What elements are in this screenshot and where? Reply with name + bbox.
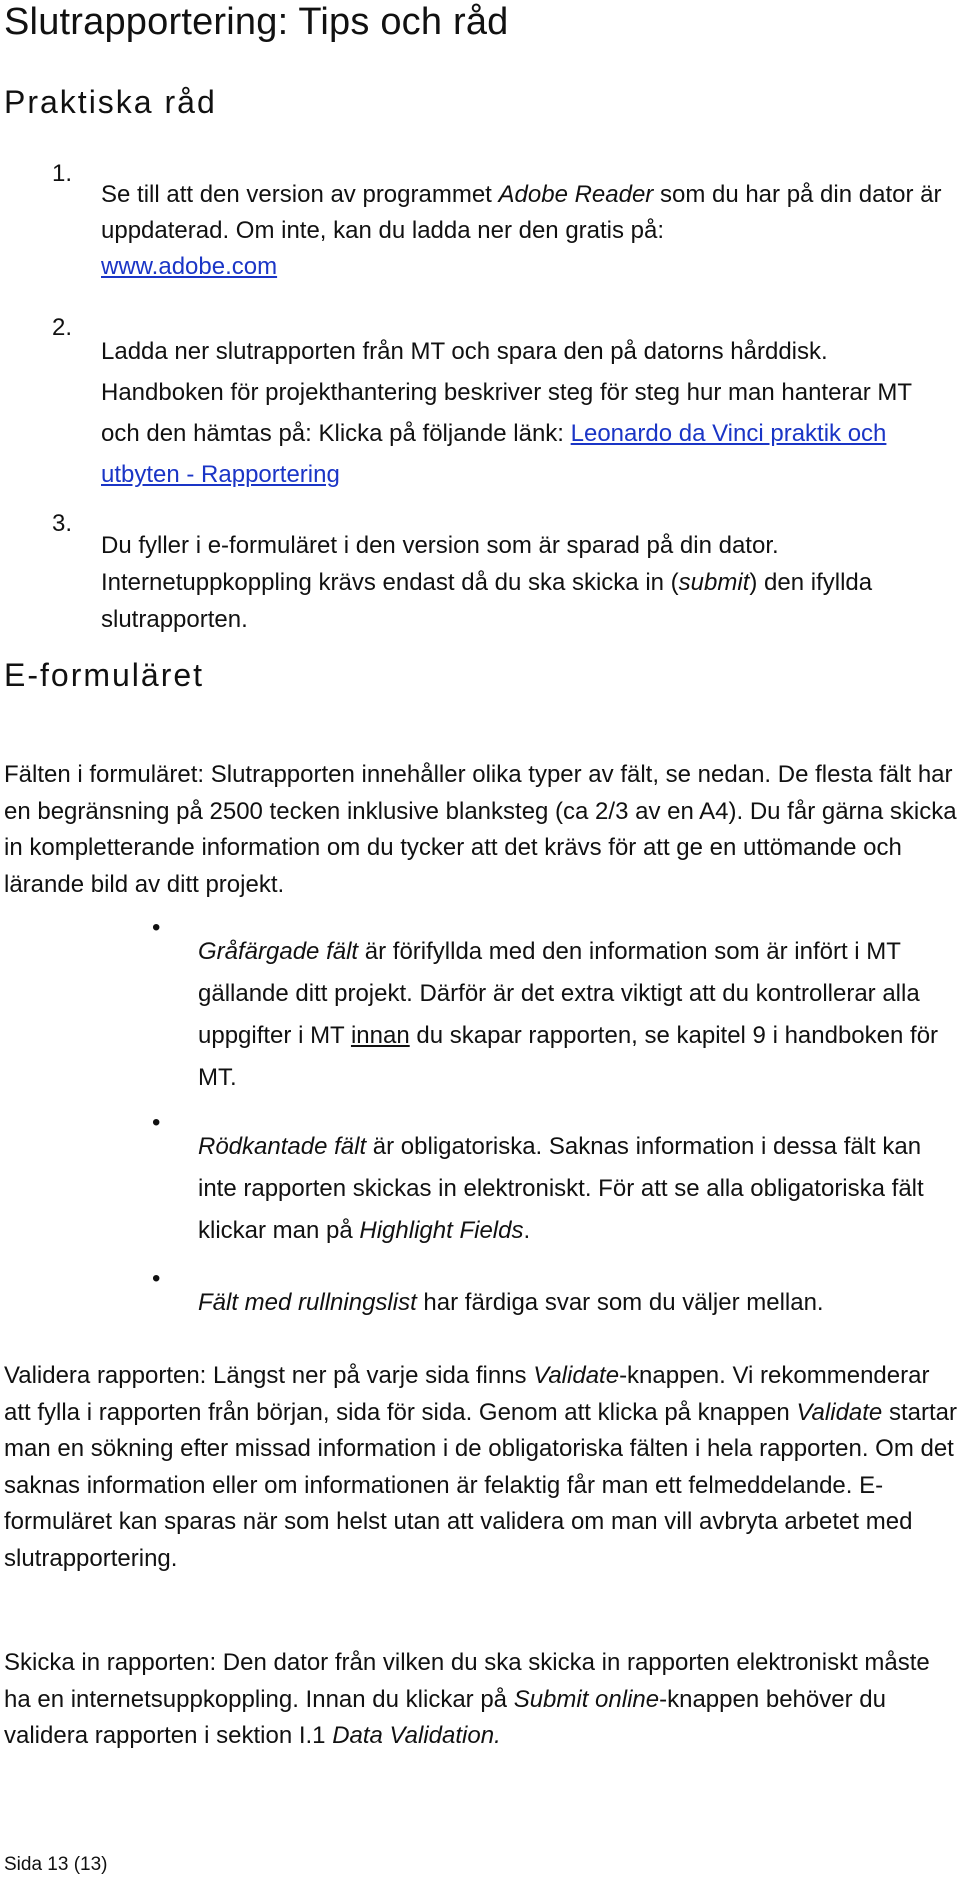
- list-item-1: [101, 177, 951, 285]
- validate-emphasis-b: Validate: [796, 1398, 883, 1426]
- bullet-2-text-b: .: [523, 1217, 531, 1244]
- list-item-3: [101, 527, 921, 638]
- list-item-1-text-a: Se till att den version av programmet: [101, 181, 499, 208]
- bullet-item-2: [198, 1126, 958, 1252]
- bullet-icon: •: [152, 1265, 161, 1292]
- page-title: Slutrapportering: Tips och råd: [4, 1, 509, 43]
- list-item-2-text: Ladda ner slutrapporten från MT och spara den på datorns hårddisk. Handboken för projekthantering beskriver steg för steg hur man hanterar MT och den hämtas på: Klicka på följande länk:: [101, 338, 912, 447]
- list-number-3: 3.: [52, 510, 73, 537]
- bullet-icon: •: [152, 914, 161, 941]
- validate-emphasis-a: Validate: [533, 1362, 620, 1389]
- list-number-1: 1.: [52, 160, 73, 187]
- bullet-icon: •: [152, 1109, 161, 1136]
- submit-emphasis-a: Submit online: [513, 1685, 660, 1713]
- submit-text-a: Skicka in rapporten: Den dator från vilken du ska skicka in rapporten elektroniskt måste ha en internetsuppkoppling. Innan du klickar på: [4, 1649, 930, 1713]
- rapportering-link[interactable]: Leonardo da Vinci praktik och utbyten - Rapportering: [101, 420, 887, 488]
- adobe-link[interactable]: www.adobe.com: [101, 253, 278, 280]
- bullet-2-emphasis-b: Highlight Fields: [359, 1217, 524, 1244]
- submit-paragraph: [4, 1645, 960, 1755]
- list-item-1-text-b: som du har på din dator är uppdaterad. Om inte, kan du ladda ner den gratis på:: [101, 181, 942, 244]
- intro-paragraph: Fälten i formuläret: Slutrapporten innehåller olika typer av fält, se nedan. De flesta fält har en begränsning på 2500 tecken inklusive blanksteg (ca 2/3 av en A4). Du får gärna skicka in kompletterande information om du tycker att det krävs för att ge en uttömande och lärande bild av ditt projekt.: [4, 761, 957, 898]
- list-item-3-text-a: Du fyller i e-formuläret i den version som är sparad på din dator. Internetuppkoppling krävs endast då du ska skicka in (: [101, 532, 779, 596]
- section-heading-praktiska-rad: Praktiska råd: [4, 84, 217, 120]
- page-footer: Sida 13 (13): [4, 1854, 108, 1875]
- bullet-2-emphasis: Rödkantade fält: [198, 1133, 367, 1160]
- list-item-3-text-b: ) den ifyllda slutrapporten.: [101, 569, 873, 633]
- list-item-1-emphasis: Adobe Reader: [498, 181, 654, 208]
- bullet-1-underline: innan: [350, 1022, 410, 1049]
- bullet-3-text: har färdiga svar som du väljer mellan.: [416, 1289, 824, 1316]
- bullet-3-emphasis: Fält med rullningslist: [198, 1289, 417, 1316]
- list-item-3-emphasis: submit: [678, 569, 750, 596]
- submit-emphasis-b: Data Validation.: [332, 1722, 501, 1749]
- submit-text-b: -knappen behöver du validera rapporten i sektion I.1: [4, 1685, 886, 1749]
- bullet-1-text-a: är förifyllda med den information som är infört i MT gällande ditt projekt. Därför är det extra viktigt att du kontrollerar alla uppgifter i MT: [198, 938, 920, 1049]
- bullet-item-1: [198, 931, 958, 1099]
- validate-paragraph: [4, 1358, 960, 1577]
- list-item-2: [101, 331, 941, 495]
- validate-text-a: Validera rapporten: Längst ner på varje sida finns: [4, 1362, 534, 1389]
- list-number-2: 2.: [52, 314, 73, 341]
- bullet-1-emphasis: Gråfärgade fält: [198, 938, 359, 965]
- bullet-2-text-a: är obligatoriska. Saknas information i dessa fält kan inte rapporten skickas in elektroniskt. För att se alla obligatoriska fält klickar man på: [198, 1133, 924, 1244]
- validate-text-c: startar man en sökning efter missad information i de obligatoriska fälten i hela rapporten. Om det saknas information eller om informationen är felaktig får man ett felmeddelande. E-formuläret kan sparas när som helst utan att validera om man vill avbryta arbetet med slutrapportering.: [4, 1398, 957, 1572]
- section-heading-e-formularet: E-formuläret: [4, 657, 205, 693]
- validate-text-b: -knappen. Vi rekommenderar att fylla i rapporten från början, sida för sida. Genom att klicka på knappen: [4, 1362, 930, 1426]
- bullet-1-text-b: du skapar rapporten, se kapitel 9 i handboken för MT.: [198, 1022, 939, 1091]
- bullet-item-3: [198, 1282, 958, 1324]
